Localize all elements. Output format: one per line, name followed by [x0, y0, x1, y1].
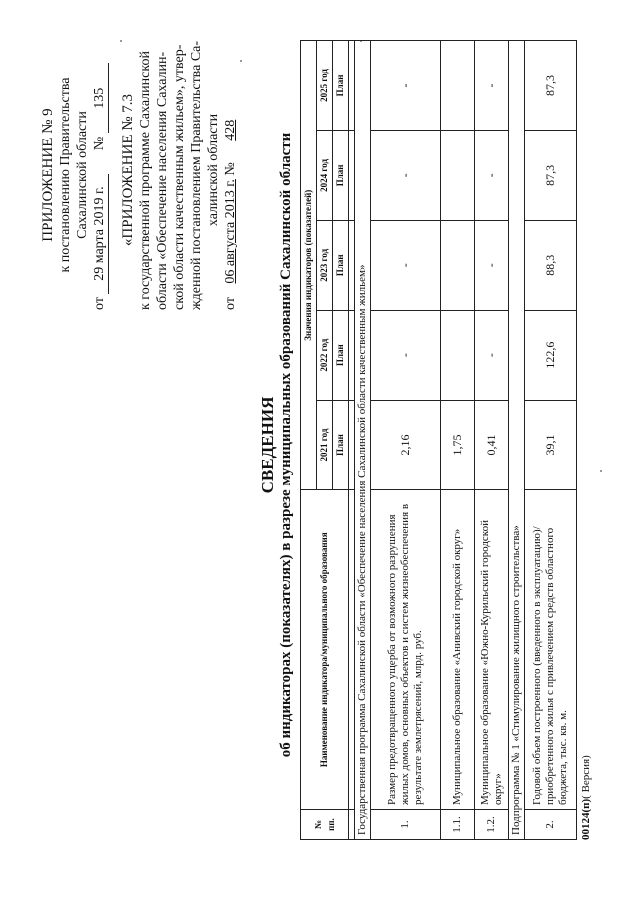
- appendix-block: [40, 40, 109, 310]
- num-sign: №: [92, 136, 107, 151]
- row-value: 87,3: [525, 130, 577, 220]
- row-value: 87,3: [525, 41, 577, 131]
- previous-line: халинской области: [206, 113, 221, 227]
- row-value: -: [371, 220, 441, 310]
- row-number: 1.: [371, 810, 441, 840]
- year-header: 2024 год: [317, 130, 333, 220]
- row-value: 0,41: [475, 400, 509, 490]
- document-footer: [580, 755, 592, 840]
- previous-title: «ПРИЛОЖЕНИЕ № 7.3: [120, 93, 136, 247]
- previous-line: области «Обеспечение населения Сахалин-: [155, 51, 170, 310]
- title-main: СВЕДЕНИЯ: [258, 396, 277, 494]
- row-value: [441, 41, 475, 131]
- rotated-page: [40, 20, 600, 870]
- appendix-date: 29 марта 2019 г.: [91, 174, 109, 294]
- row-value: 39,1: [525, 400, 577, 490]
- row-number: 1.2.: [475, 810, 509, 840]
- row-value: 122,6: [525, 310, 577, 400]
- footer-code: 00124(п): [580, 798, 592, 840]
- row-value: [441, 310, 475, 400]
- previous-line: к государственной программе Сахалинской: [138, 51, 153, 310]
- col-header-name: Наименование индикатора/муниципального образования: [301, 490, 349, 810]
- row-number: 1.1.: [441, 810, 475, 840]
- previous-date-line: [222, 30, 239, 310]
- row-value: -: [475, 130, 509, 220]
- year-header: 2025 год: [317, 41, 333, 131]
- col-header-num: № пп.: [301, 810, 349, 840]
- section-text: Подпрограмма № 1 «Стимулирование жилищного строительства»: [509, 41, 525, 840]
- table-section-row: [509, 41, 525, 840]
- date-prefix: от: [92, 297, 107, 310]
- title-sub: об индикаторах (показателях) в разрезе муниципальных образований Сахалинской области: [278, 132, 294, 758]
- row-number: 2.: [525, 810, 577, 840]
- table-section-row: [355, 41, 371, 840]
- date-prefix: от: [223, 297, 238, 310]
- plan-header: План: [333, 220, 349, 310]
- previous-line: ской области качественным жильем», утвер-: [172, 44, 187, 310]
- previous-date: 06 августа 2013 г.: [223, 179, 238, 284]
- section-text: Государственная программа Сахалинской области «Обеспечение населения Сахалинской области качественным жильем»: [355, 41, 371, 840]
- row-value: 1,75: [441, 400, 475, 490]
- previous-line: жденной постановлением Правительства Са-: [189, 40, 204, 310]
- row-value: 88,3: [525, 220, 577, 310]
- scan-speck: [600, 470, 602, 472]
- values-header: Значения индикаторов (показателей): [301, 41, 317, 490]
- row-value: -: [475, 310, 509, 400]
- row-value: [441, 220, 475, 310]
- year-header: 2022 год: [317, 310, 333, 400]
- year-header: 2023 год: [317, 220, 333, 310]
- table-row: [441, 41, 475, 840]
- plan-header: План: [333, 400, 349, 490]
- row-value: -: [371, 310, 441, 400]
- table-row: [525, 41, 577, 840]
- row-name: Годовой объем построенного (введенного в эксплуатацию)/приобретенного жилья с привлечением средств областного бюджета, тыс. кв. м.: [525, 490, 577, 810]
- row-value: -: [371, 130, 441, 220]
- plan-header: План: [333, 41, 349, 131]
- row-value: -: [475, 220, 509, 310]
- row-value: -: [475, 41, 509, 131]
- table-row: [371, 41, 441, 840]
- plan-header: План: [333, 130, 349, 220]
- year-header: 2021 год: [317, 400, 333, 490]
- document-title: [258, 20, 295, 870]
- row-value: [441, 130, 475, 220]
- plan-header: План: [333, 310, 349, 400]
- appendix-title: ПРИЛОЖЕНИЕ № 9: [40, 108, 56, 242]
- row-name: Муниципальное образование «Южно-Курильский городской округ»: [475, 490, 509, 810]
- footer-version: ( Версия): [580, 755, 592, 799]
- num-sign: №: [223, 162, 238, 176]
- row-name: Размер предотвращенного ущерба от возможного разрушения жилых домов, основных объектов и систем жизнеобеспечения в результате землетрясений, млрд. руб.: [371, 490, 441, 810]
- appendix-date-line: [91, 40, 109, 310]
- previous-number: 428: [223, 119, 238, 141]
- table-row: [475, 41, 509, 840]
- appendix-line: Сахалинской области: [75, 111, 90, 239]
- row-value: 2,16: [371, 400, 441, 490]
- row-name: Муниципальное образование «Анивский городской округ»: [441, 490, 475, 810]
- indicators-table: [300, 40, 577, 840]
- appendix-line: к постановлению Правительства: [58, 77, 73, 273]
- appendix-number: 135: [91, 63, 109, 133]
- row-value: -: [371, 41, 441, 131]
- previous-appendix-block: [120, 30, 239, 310]
